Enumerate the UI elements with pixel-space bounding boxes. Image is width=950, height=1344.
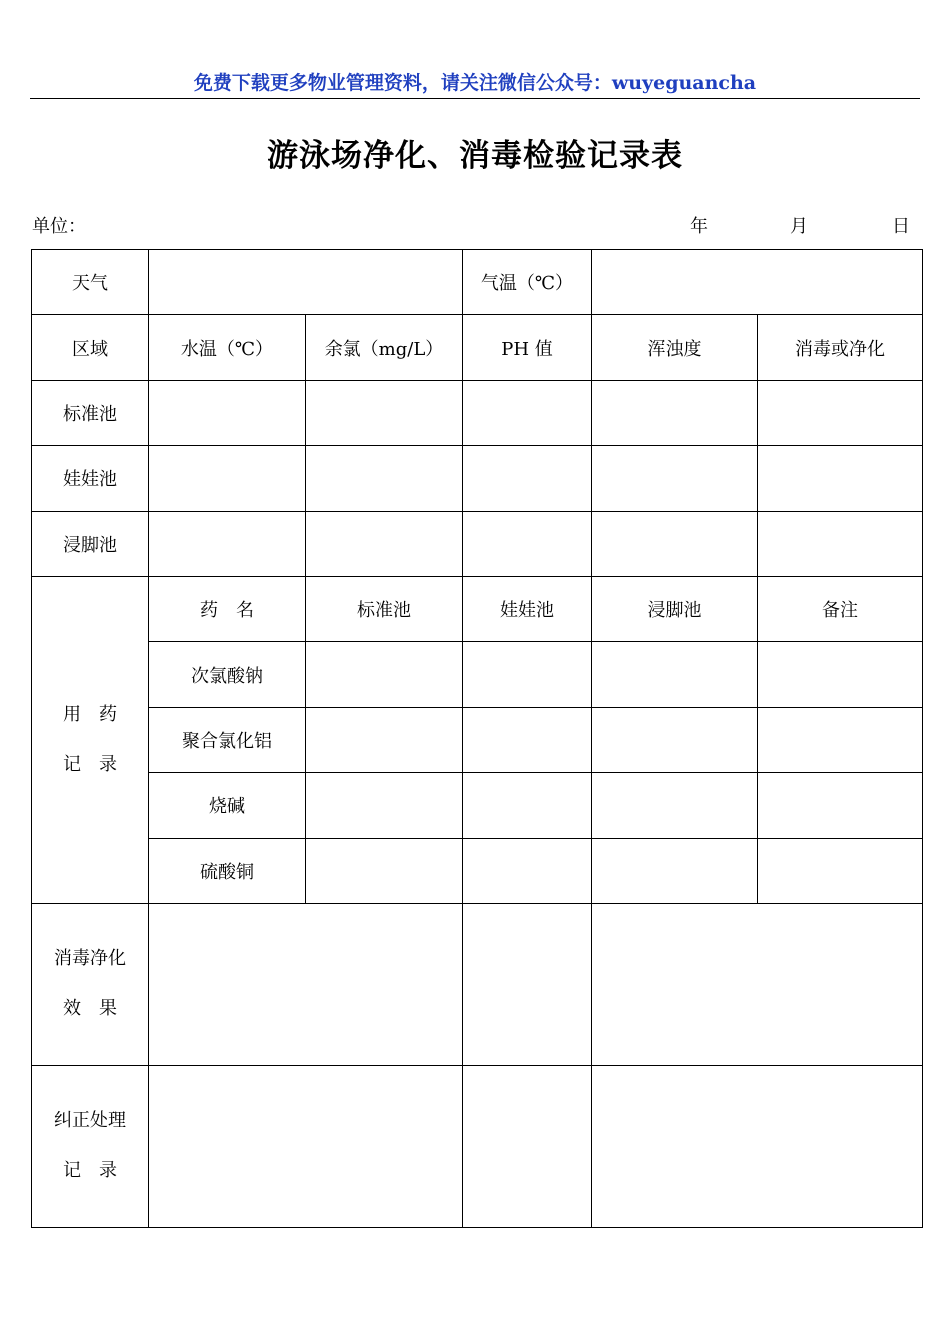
input-cell[interactable] xyxy=(758,446,923,511)
input-cell[interactable] xyxy=(149,511,306,576)
month-label: 月 xyxy=(790,216,808,237)
input-cell[interactable] xyxy=(463,707,592,772)
input-cell[interactable] xyxy=(592,446,758,511)
col-header-kids-pool: 娃娃池 xyxy=(463,576,592,641)
pool-row-kids xyxy=(32,446,923,511)
weather-input-cell[interactable] xyxy=(149,250,463,315)
medication-header-row xyxy=(32,576,923,641)
col-header-footbath: 浸脚池 xyxy=(592,576,758,641)
correction-label-line2: 记 录 xyxy=(63,1160,117,1182)
drug-name: 烧碱 xyxy=(149,773,306,838)
input-cell[interactable] xyxy=(592,511,758,576)
input-cell[interactable] xyxy=(758,642,923,707)
input-cell[interactable] xyxy=(149,446,306,511)
col-header-remarks: 备注 xyxy=(758,576,923,641)
input-cell[interactable] xyxy=(592,380,758,445)
input-cell[interactable] xyxy=(306,380,463,445)
pool-label: 标准池 xyxy=(32,380,149,445)
temperature-input-cell[interactable] xyxy=(592,250,923,315)
col-header-ph: PH 值 xyxy=(463,315,592,380)
pool-label: 娃娃池 xyxy=(32,446,149,511)
input-cell[interactable] xyxy=(463,511,592,576)
header-divider xyxy=(30,98,920,99)
inspection-record-table xyxy=(31,249,923,1228)
input-cell[interactable] xyxy=(463,642,592,707)
drug-row xyxy=(32,773,923,838)
col-header-disinfection: 消毒或净化 xyxy=(758,315,923,380)
pool-label: 浸脚池 xyxy=(32,511,149,576)
effect-input-cell[interactable] xyxy=(463,903,592,1065)
drug-name: 聚合氯化铝 xyxy=(149,707,306,772)
weather-label: 天气 xyxy=(32,250,149,315)
col-header-standard-pool: 标准池 xyxy=(306,576,463,641)
drug-name: 硫酸铜 xyxy=(149,838,306,903)
medication-label-line1: 用 药 xyxy=(63,703,117,725)
effect-label xyxy=(32,903,149,1065)
input-cell[interactable] xyxy=(463,446,592,511)
pool-row-standard xyxy=(32,380,923,445)
form-title: 游泳场净化、消毒检验记录表 xyxy=(267,138,683,174)
unit-label: 单位： xyxy=(32,216,86,237)
input-cell[interactable] xyxy=(306,773,463,838)
measure-header-row xyxy=(32,315,923,380)
input-cell[interactable] xyxy=(306,446,463,511)
drug-row xyxy=(32,642,923,707)
drug-name: 次氯酸钠 xyxy=(149,642,306,707)
input-cell[interactable] xyxy=(149,380,306,445)
correction-label-line1: 纠正处理 xyxy=(54,1110,126,1132)
temperature-label: 气温（℃） xyxy=(463,250,592,315)
col-header-area: 区域 xyxy=(32,315,149,380)
col-header-drug-name: 药 名 xyxy=(149,576,306,641)
input-cell[interactable] xyxy=(758,380,923,445)
input-cell[interactable] xyxy=(306,642,463,707)
effect-input-cell[interactable] xyxy=(592,903,923,1065)
input-cell[interactable] xyxy=(758,838,923,903)
correction-input-cell[interactable] xyxy=(149,1065,463,1227)
promo-banner: 免费下载更多物业管理资料，请关注微信公众号：wuyeguancha xyxy=(193,72,757,94)
col-header-turbidity: 浑浊度 xyxy=(592,315,758,380)
input-cell[interactable] xyxy=(592,707,758,772)
correction-input-cell[interactable] xyxy=(592,1065,923,1227)
medication-label-line2: 记 录 xyxy=(63,753,117,775)
col-header-residual-chlorine: 余氯（mg/L） xyxy=(306,315,463,380)
col-header-water-temp: 水温（℃） xyxy=(149,315,306,380)
weather-row xyxy=(32,250,923,315)
input-cell[interactable] xyxy=(592,642,758,707)
input-cell[interactable] xyxy=(592,773,758,838)
correction-label xyxy=(32,1065,149,1227)
input-cell[interactable] xyxy=(758,511,923,576)
effect-input-cell[interactable] xyxy=(149,903,463,1065)
input-cell[interactable] xyxy=(758,707,923,772)
input-cell[interactable] xyxy=(592,838,758,903)
correction-input-cell[interactable] xyxy=(463,1065,592,1227)
input-cell[interactable] xyxy=(463,380,592,445)
input-cell[interactable] xyxy=(306,707,463,772)
medication-section-label xyxy=(32,576,149,903)
year-label: 年 xyxy=(690,216,708,237)
pool-row-footbath xyxy=(32,511,923,576)
drug-row xyxy=(32,707,923,772)
day-label: 日 xyxy=(892,216,910,237)
input-cell[interactable] xyxy=(306,511,463,576)
effect-label-line2: 效 果 xyxy=(63,998,117,1020)
effect-label-line1: 消毒净化 xyxy=(54,948,126,970)
drug-row xyxy=(32,838,923,903)
input-cell[interactable] xyxy=(463,838,592,903)
input-cell[interactable] xyxy=(758,773,923,838)
input-cell[interactable] xyxy=(463,773,592,838)
input-cell[interactable] xyxy=(306,838,463,903)
correction-row xyxy=(32,1065,923,1227)
effect-row xyxy=(32,903,923,1065)
